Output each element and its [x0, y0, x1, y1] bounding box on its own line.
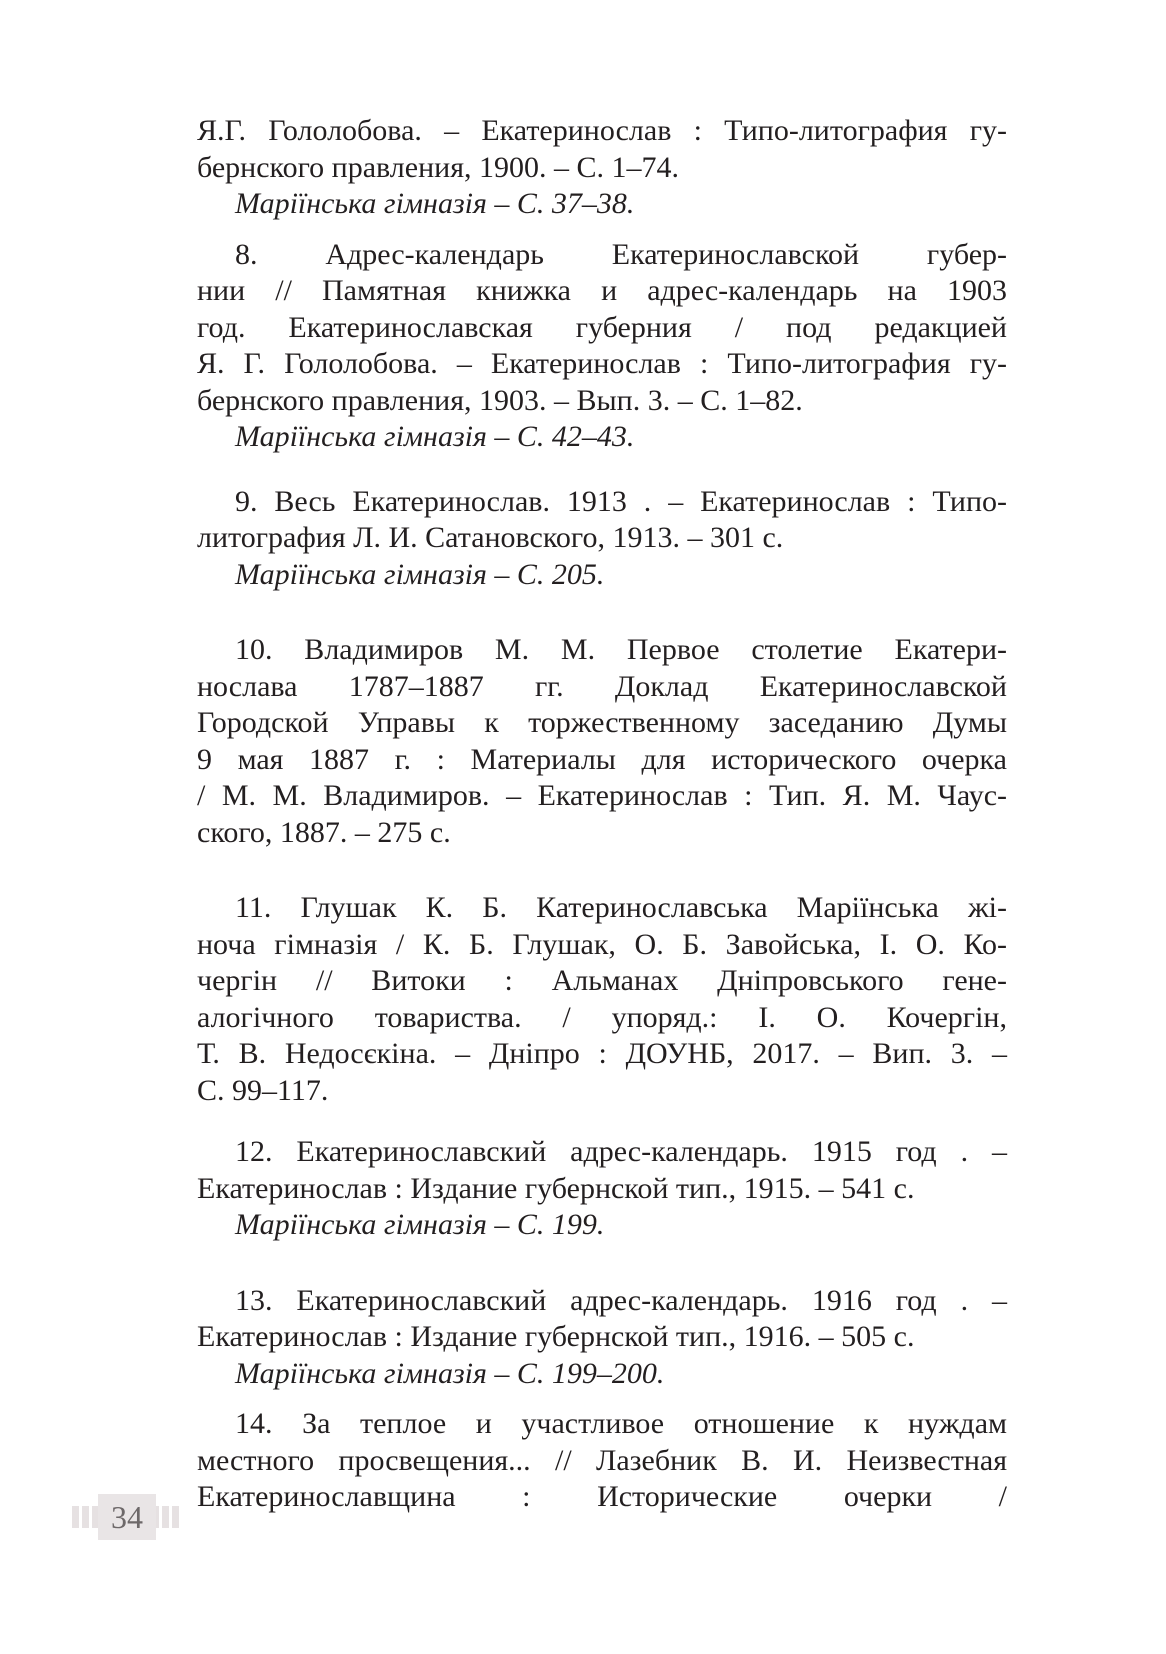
entry-line: 14. За теплое и участливое отношение к нуждам	[235, 1407, 1007, 1440]
bibliography-entry	[197, 484, 1007, 594]
entry-line: Екатеринославщина : Исторические очерки /	[197, 1480, 1007, 1513]
entry-line: 11. Глушак К. Б. Катеринославська Маріїнська жі-	[235, 891, 1007, 924]
entry-line: Я. Г. Гололобова. – Екатеринослав : Типо-литография гу-	[197, 347, 1007, 380]
entry-line: год. Екатеринославская губерния / под редакцией	[197, 310, 1007, 344]
entry-line: 10. Владимиров М. М. Первое столетие Екатери-	[235, 633, 1007, 666]
page-number: 34	[111, 1499, 143, 1535]
entry-line: алогічного товариства. / упоряд.: І. О. Кочергін,	[197, 1000, 1007, 1034]
entry-line: чергін // Витоки : Альманах Дніпровського гене-	[197, 964, 1007, 997]
entry-line: Екатеринослав : Издание губернской тип., 1915. – 541 с.	[197, 1171, 915, 1205]
entry-note: Маріїнська гімназія – С. 199–200.	[235, 1356, 665, 1390]
bibliography-entry	[197, 890, 1007, 1109]
entry-note: Маріїнська гімназія – С. 42–43.	[235, 420, 635, 453]
entry-note: Маріїнська гімназія – С. 37–38.	[235, 187, 635, 220]
entry-line: бернского правления, 1903. – Вып. 3. – С. 1–82.	[197, 383, 803, 417]
entry-line: нии // Памятная книжка и адрес-календарь на 1903	[197, 274, 1007, 307]
bibliography-entry	[197, 237, 1007, 456]
entry-note: Маріїнська гімназія – С. 199.	[235, 1208, 605, 1241]
page-number-ornament	[72, 1494, 182, 1540]
bibliography-list	[197, 113, 1007, 1516]
entry-line: бернского правления, 1900. – С. 1–74.	[197, 150, 680, 184]
entry-line: 13. Екатеринославский адрес-календарь. 1916 год . –	[235, 1283, 1007, 1317]
entry-line: 9. Весь Екатеринослав. 1913 . – Екатеринослав : Типо-	[235, 484, 1007, 518]
entry-line: 12. Екатеринославский адрес-календарь. 1915 год . –	[235, 1135, 1007, 1168]
entry-line: литография Л. И. Сатановского, 1913. – 301 с.	[197, 521, 784, 554]
bibliography-entry	[197, 113, 1007, 223]
entry-line: ноча гімназія / К. Б. Глушак, О. Б. Завойська, І. О. Ко-	[197, 927, 1007, 961]
bibliography-entry	[197, 1406, 1007, 1516]
entry-line: / М. М. Владимиров. – Екатеринослав : Тип. Я. М. Чаус-	[197, 779, 1007, 812]
entry-line: местного просвещения... // Лазебник В. И. Неизвестная	[197, 1443, 1007, 1477]
entry-line: Екатеринослав : Издание губернской тип., 1916. – 505 с.	[197, 1320, 915, 1353]
entry-note: Маріїнська гімназія – С. 205.	[235, 557, 605, 591]
bibliography-entry	[197, 1283, 1007, 1393]
bibliography-entry	[197, 632, 1007, 851]
bibliography-entry	[197, 1134, 1007, 1244]
entry-line: 8. Адрес-календарь Екатеринославской губер-	[235, 237, 1007, 271]
entry-line: 9 мая 1887 г. : Материалы для исторического очерка	[197, 742, 1007, 776]
entry-line: нослава 1787–1887 гг. Доклад Екатеринославской	[197, 669, 1007, 703]
entry-line: Я.Г. Гололобова. – Екатеринослав : Типо-литография гу-	[197, 114, 1007, 147]
entry-line: ского, 1887. – 275 с.	[197, 815, 451, 849]
entry-line: Городской Управы к торжественному заседанию Думы	[197, 706, 1007, 739]
entry-line: Т. В. Недосєкіна. – Дніпро : ДОУНБ, 2017. – Вип. 3. –	[197, 1037, 1007, 1070]
entry-line: С. 99–117.	[197, 1073, 329, 1107]
